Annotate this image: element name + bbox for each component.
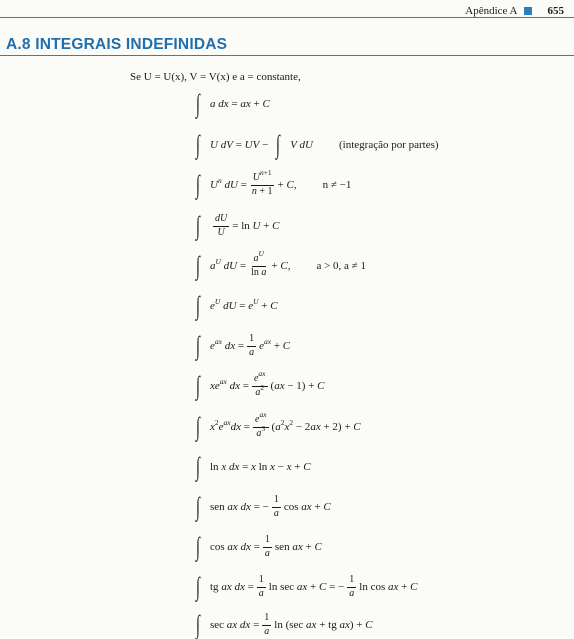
exp-condition: a > 0, a ≠ 1 <box>316 260 366 272</box>
formula-ln: ∫ ln x dx = x ln x − x + C <box>196 452 311 481</box>
section-title: A.8 INTEGRAIS INDEFINIDAS <box>6 36 228 53</box>
formula-cos: ∫ cos ax dx = $\frac{1}{a}$ sen ax + C <box>196 532 322 561</box>
integral-sign-icon: ∫ <box>196 532 200 561</box>
parts-note: (integração por partes) <box>339 139 439 151</box>
header-rule <box>0 17 574 18</box>
integral-sign-icon: ∫ <box>196 89 200 118</box>
formula-reciprocal: ∫ $\frac{dU}{U}$ = ln U + C <box>196 211 280 240</box>
formula-power: ∫ $U^n$ dU = $\frac{U^{n+1}}{n + 1}$ + C, n ≠ −1 <box>196 168 352 199</box>
formula-exponential-e: ∫ $e^U$ dU = $e^U + C$ <box>196 291 278 320</box>
integral-sign-icon: ∫ <box>196 291 200 320</box>
running-title: Apêndice A <box>465 5 518 17</box>
integral-sign-icon: ∫ <box>196 251 200 280</box>
integral-sign-icon: ∫ <box>196 492 200 521</box>
formula-constant: ∫ a dx = ax + C <box>196 89 270 118</box>
page-number: 655 <box>547 5 564 17</box>
formula-sec: ∫ sec ax dx = $\frac{1}{a}$ ln (sec ax + tg ax) + C <box>196 610 373 639</box>
formula-sen: ∫ sen ax dx = − $\frac{1}{a}$ cos ax + C <box>196 492 331 521</box>
formula-integration-by-parts: ∫ U dV = UV − ∫ V dU (integração por partes) <box>196 130 439 159</box>
formula-x-e-ax: ∫ $xe^{ax}$ dx = $\frac{e^{ax}}{a^2}$ (ax − 1) + C <box>196 369 325 400</box>
integral-sign-icon: ∫ <box>196 452 200 481</box>
integral-sign-icon: ∫ <box>196 211 200 240</box>
formula-exponential-base-a: ∫ $a^U$ dU = $\frac{a^U}{\text{ln a}}$ + C, a > 0, a ≠ 1 <box>196 249 366 280</box>
intro-text: Se U = U(x), V = V(x) e a = constante, <box>130 71 301 83</box>
integral-sign-icon: ∫ <box>196 371 200 400</box>
integral-sign-icon: ∫ <box>196 331 200 360</box>
title-rule <box>0 55 574 56</box>
formula-tg: ∫ tg ax dx = $\frac{1}{a}$ ln sec ax + C = − $\frac{1}{a}$ ln cos ax + C <box>196 572 418 601</box>
integral-sign-icon: ∫ <box>196 170 200 199</box>
formula-x2-e-ax: ∫ $x^2e^{ax}dx$ = $\frac{e^{ax}}{a^3}$ $(a^2x^2 - 2ax + 2) + C$ <box>196 410 361 441</box>
formula-e-ax: ∫ $e^{ax}$ dx = $\frac{1}{a}$ $e^{ax} + C$ <box>196 331 291 360</box>
running-head <box>465 5 564 17</box>
section-marker-icon <box>524 7 532 15</box>
integral-sign-icon: ∫ <box>196 412 200 441</box>
integral-sign-icon: ∫ <box>196 130 200 159</box>
integral-sign-icon: ∫ <box>276 130 281 159</box>
integral-sign-icon: ∫ <box>196 610 200 639</box>
integral-sign-icon: ∫ <box>196 572 200 601</box>
power-condition: n ≠ −1 <box>322 179 352 191</box>
